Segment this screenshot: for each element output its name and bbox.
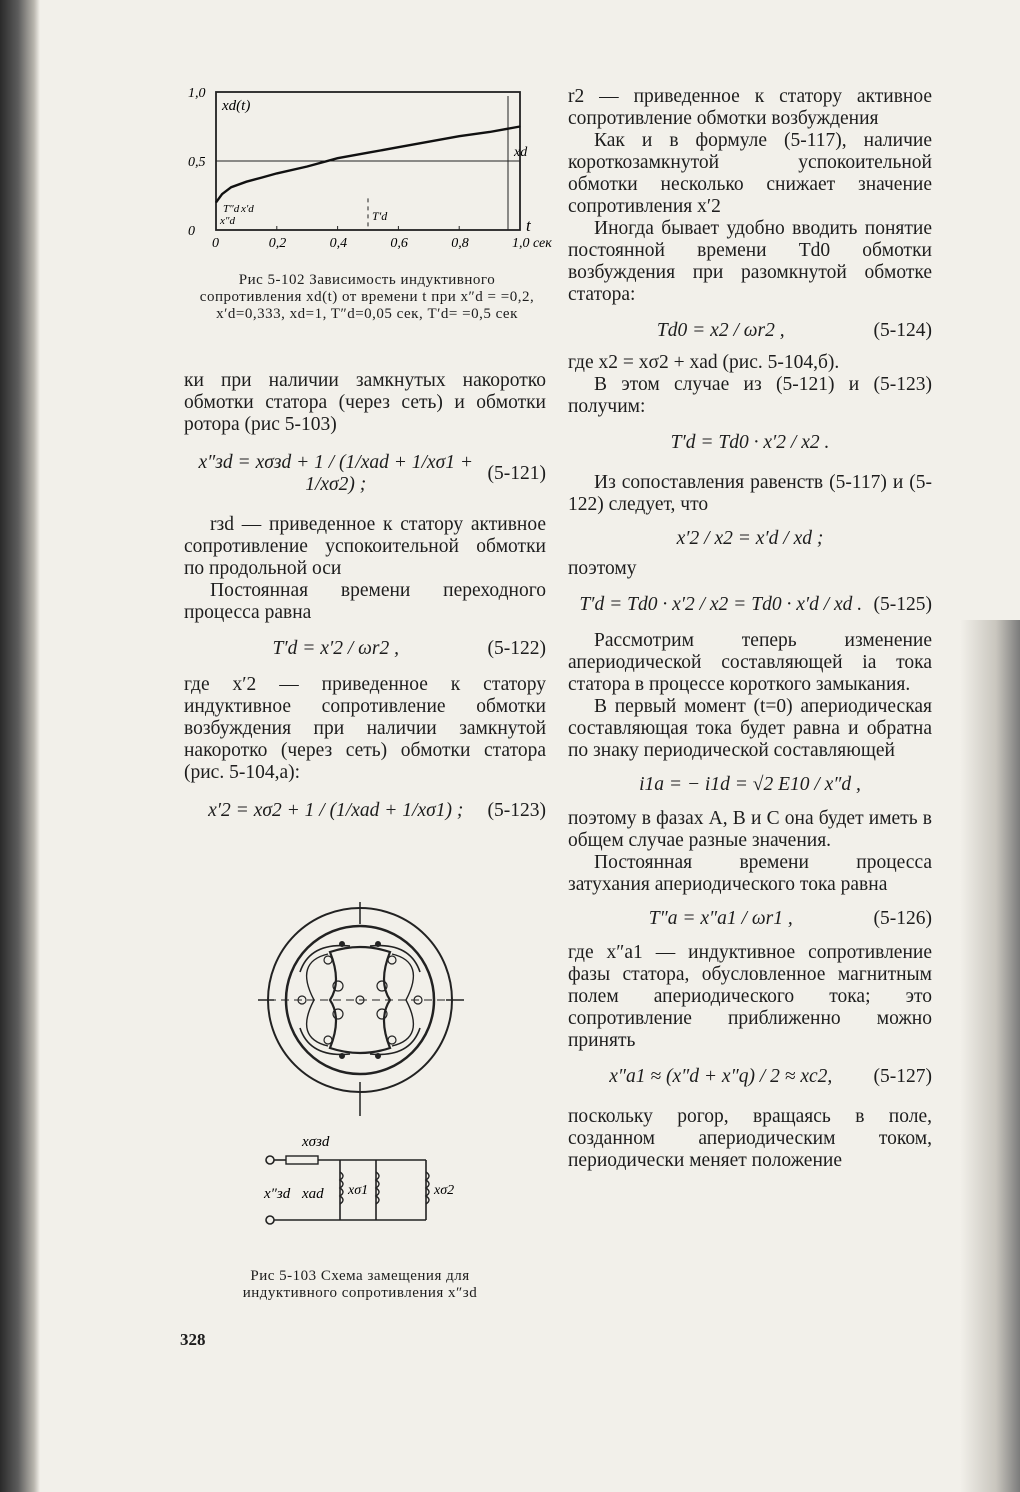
formula-5-125-expr: T′d = Td0 · x′2 / x2 = Td0 · x′d / xd . xyxy=(579,594,863,615)
formula-5-125-number: (5-125) xyxy=(873,594,932,615)
figure-5-103 xyxy=(250,902,470,1242)
formula-ratio-expr: x′2 / x2 = x′d / xd ; xyxy=(676,528,824,549)
right-paragraph-12: где x″a1 — индуктивное сопротивление фазы статора, обусловленное магнитным полем апериодического тока; это сопротивление приближенно можно принять xyxy=(568,942,932,1051)
formula-tprime-d xyxy=(568,432,932,454)
right-paragraph-7: поэтому xyxy=(568,558,637,579)
formula-tprime-d-expr: T′d = Td0 · x′2 / x2 . xyxy=(670,432,830,453)
x-tick-label: 0,4 xyxy=(329,236,348,251)
left-paragraph-1: ки при наличии замкнутых накоротко обмотки статора (через сеть) и обмотки ротора (рис 5-103) xyxy=(184,370,546,435)
curve-point xyxy=(428,141,429,142)
left-paragraph-3: Постоянная времени переходного процесса равна xyxy=(184,580,546,623)
formula-5-125 xyxy=(568,594,932,616)
formula-5-121-number: (5-121) xyxy=(487,463,546,484)
formula-5-124 xyxy=(568,320,932,342)
left-paragraph-2: rзd — приведенное к статору активное сопротивление успокоительной обмотки по продольной оси xyxy=(184,514,546,579)
formula-5-123-number: (5-123) xyxy=(487,800,546,821)
left-paragraph-4: где x′2 — приведенное к статору индуктивное сопротивление обмотки возбуждения при наличии замкнутой накоротко (через сеть) обмотки статора (рис. 5-104,а): xyxy=(184,674,546,783)
right-paragraph-13: поскольку рогор, вращаясь в поле, созданном апериодическим током, периодически меняет положение xyxy=(568,1106,932,1171)
formula-i1a-expr: i1a = − i1d = √2 E10 / x″d , xyxy=(639,774,861,795)
curve-point xyxy=(221,194,222,195)
figure-5-102 xyxy=(186,84,552,264)
book-spine-shadow xyxy=(0,0,40,1492)
formula-5-127-number: (5-127) xyxy=(873,1066,932,1087)
asymptote-label: xd xyxy=(514,145,528,160)
figure-5-103-drawing xyxy=(250,902,470,1242)
page-edge-shadow xyxy=(960,620,1020,1492)
curve-point xyxy=(367,152,368,153)
right-paragraph-6: Из сопоставления равенств (5-117) и (5-122) следует, что xyxy=(568,472,932,515)
right-paragraph-9: В первый момент (t=0) апериодическая составляющая тока будет равна и обратна по знаку периодической составляющей xyxy=(568,696,932,761)
curve-point xyxy=(398,147,399,148)
right-column xyxy=(568,86,932,1172)
y-tick-label: 0 xyxy=(188,224,195,239)
small-label-T1d: T′d xyxy=(372,209,388,223)
right-paragraph-3: Иногда бывает удобно вводить понятие постоянной времени Td0 обмотки возбуждения при разомкнутой обмотке статора: xyxy=(568,218,932,305)
circuit-label-xad: xad xyxy=(302,1186,324,1202)
formula-5-126-number: (5-126) xyxy=(873,908,932,929)
formula-5-121 xyxy=(184,452,546,496)
formula-5-124-expr: Td0 = x2 / ωr2 , xyxy=(656,320,785,341)
curve-point xyxy=(231,187,232,188)
x-tick-label: 1,0 сек xyxy=(512,236,552,251)
right-paragraph-11: Постоянная времени процесса затухания апериодического тока равна xyxy=(568,852,932,895)
formula-5-121-expr: x″зd = xσзd + 1 / (1/xad + 1/xσ1 + 1/xσ2) ; xyxy=(198,452,473,495)
y-tick-label: 1,0 xyxy=(188,86,206,101)
curve-point xyxy=(246,181,247,182)
figure-5-102-chart xyxy=(186,84,552,264)
formula-5-122-expr: T′d = x′2 / ωr2 , xyxy=(272,638,399,659)
figure-5-102-caption: Рис 5-102 Зависимость индуктивного сопротивления xd(t) от времени t при x″d = =0,2, x′d=0,333, xd=1, T″d=0,05 сек, T′d= =0,5 сек xyxy=(199,272,535,322)
page-number: 328 xyxy=(180,1330,206,1349)
formula-i1a xyxy=(568,774,932,796)
circuit-label-xsigma3d: xσзd xyxy=(302,1134,330,1150)
y-tick-label: 0,5 xyxy=(188,155,206,170)
formula-5-122-number: (5-122) xyxy=(487,638,546,659)
xd-t-curve xyxy=(216,127,520,203)
formula-5-126 xyxy=(568,908,932,930)
circuit-label-xsigma2: xσ2 xyxy=(434,1183,455,1198)
formula-5-123 xyxy=(184,800,546,822)
t-axis-label: t xyxy=(526,216,531,235)
curve-point xyxy=(276,173,277,174)
formula-5-127 xyxy=(568,1066,932,1088)
right-paragraph-1: r2 — приведенное к статору активное сопротивление обмотки возбуждения xyxy=(568,86,932,129)
formula-ratio xyxy=(568,528,932,550)
right-paragraph-10: поэтому в фазах A, B и C она будет иметь в общем случае разные значения. xyxy=(568,808,932,851)
curve-point xyxy=(307,166,308,167)
small-label-T2d: T″d xyxy=(223,203,240,215)
right-paragraph-5: В этом случае из (5-121) и (5-123) получим: xyxy=(568,374,932,417)
right-paragraph-8: Рассмотрим теперь изменение апериодической составляющей ia тока статора в процессе короткого замыкания. xyxy=(568,630,932,695)
right-paragraph-2: Как и в формуле (5-117), наличие короткозамкнутой успокоительной обмотки несколько снижает значение сопротивления x′2 xyxy=(568,130,932,217)
formula-5-127-expr: x″a1 ≈ (x″d + x″q) / 2 ≈ xс2, xyxy=(609,1066,833,1087)
x-tick-label: 0,8 xyxy=(451,236,469,251)
formula-5-122 xyxy=(184,638,546,660)
small-label-x2d: x″d xyxy=(220,215,235,227)
formula-5-124-number: (5-124) xyxy=(873,320,932,341)
figure-5-103-caption: Рис 5-103 Схема замещения для индуктивного сопротивления x″зd xyxy=(242,1268,478,1301)
right-paragraph-4: где x2 = xσ2 + xad (рис. 5-104,б). xyxy=(568,352,840,373)
x-tick-label: 0,2 xyxy=(268,236,287,251)
curve-point xyxy=(519,126,520,127)
formula-5-123-expr: x′2 = xσ2 + 1 / (1/xad + 1/xσ1) ; xyxy=(208,800,464,821)
small-label-x1d: x′d xyxy=(241,203,254,215)
curve-point xyxy=(215,202,216,203)
machine-cross-section xyxy=(258,902,464,1116)
left-column xyxy=(184,370,546,822)
x-tick-label: 0,6 xyxy=(390,236,408,251)
circuit-label-xsigma1: xσ1 xyxy=(348,1183,369,1198)
circuit-label-x2-3d: x″зd xyxy=(264,1186,291,1202)
curve-label: xd(t) xyxy=(222,98,251,114)
curve-point xyxy=(337,158,338,159)
curve-point xyxy=(261,177,262,178)
x-tick-label: 0 xyxy=(212,236,219,251)
formula-5-126-expr: T″a = x″a1 / ωr1 , xyxy=(648,908,793,929)
curve-point xyxy=(459,136,460,137)
curve-point xyxy=(489,131,490,132)
